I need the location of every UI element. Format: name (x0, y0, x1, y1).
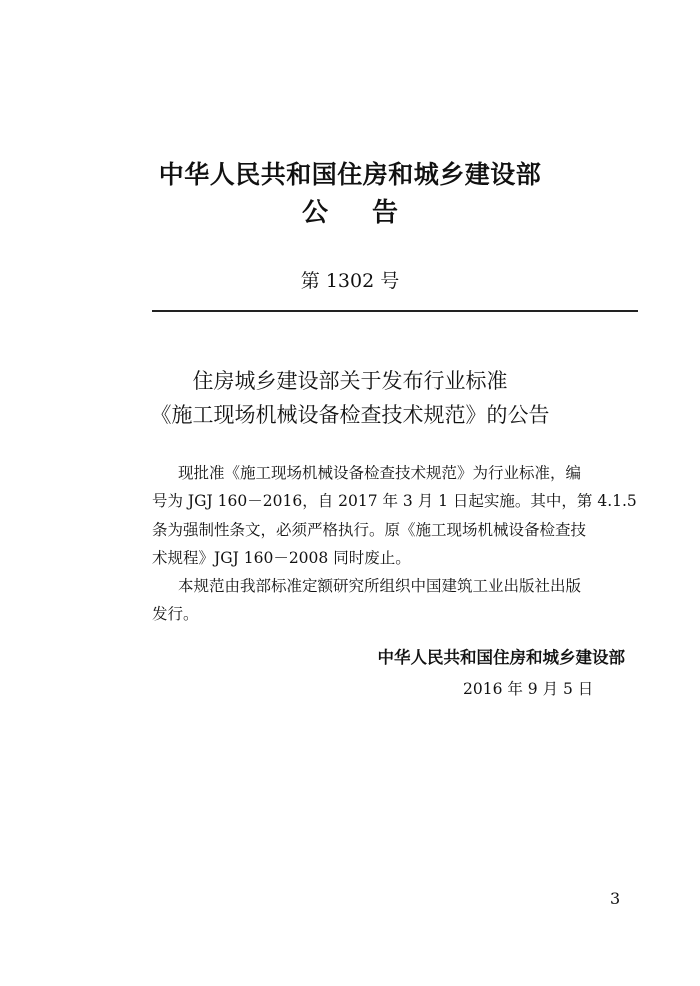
page-number: 3 (610, 889, 621, 908)
notice-title: 公告 (301, 198, 442, 228)
body-line: 条为强制性条文，必须严格执行。原《施工现场机械设备检查技 (152, 521, 587, 539)
announcement-headline-line-1: 住房城乡建设部关于发布行业标准 (192, 369, 508, 393)
body-line: 号为 JGJ 160－2016，自 2017 年 3 月 1 日起实施。其中，第 4.1.5 (152, 492, 637, 510)
body-line: 现批准《施工现场机械设备检查技术规范》为行业标准，编 (178, 464, 582, 482)
body-line: 术规程》JGJ 160－2008 同时废止。 (152, 549, 411, 567)
ministry-title: 中华人民共和国住房和城乡建设部 (158, 160, 542, 189)
signatory: 中华人民共和国住房和城乡建设部 (377, 648, 625, 667)
body-line: 本规范由我部标准定额研究所组织中国建筑工业出版社出版 (178, 577, 582, 595)
sign-date: 2016 年 9 月 5 日 (463, 680, 594, 698)
body-line: 发行。 (152, 605, 199, 623)
header-divider (152, 310, 638, 312)
announcement-headline-line-2: 《施工现场机械设备检查技术规范》的公告 (150, 403, 550, 427)
notice-number: 第 1302 号 (300, 270, 400, 292)
